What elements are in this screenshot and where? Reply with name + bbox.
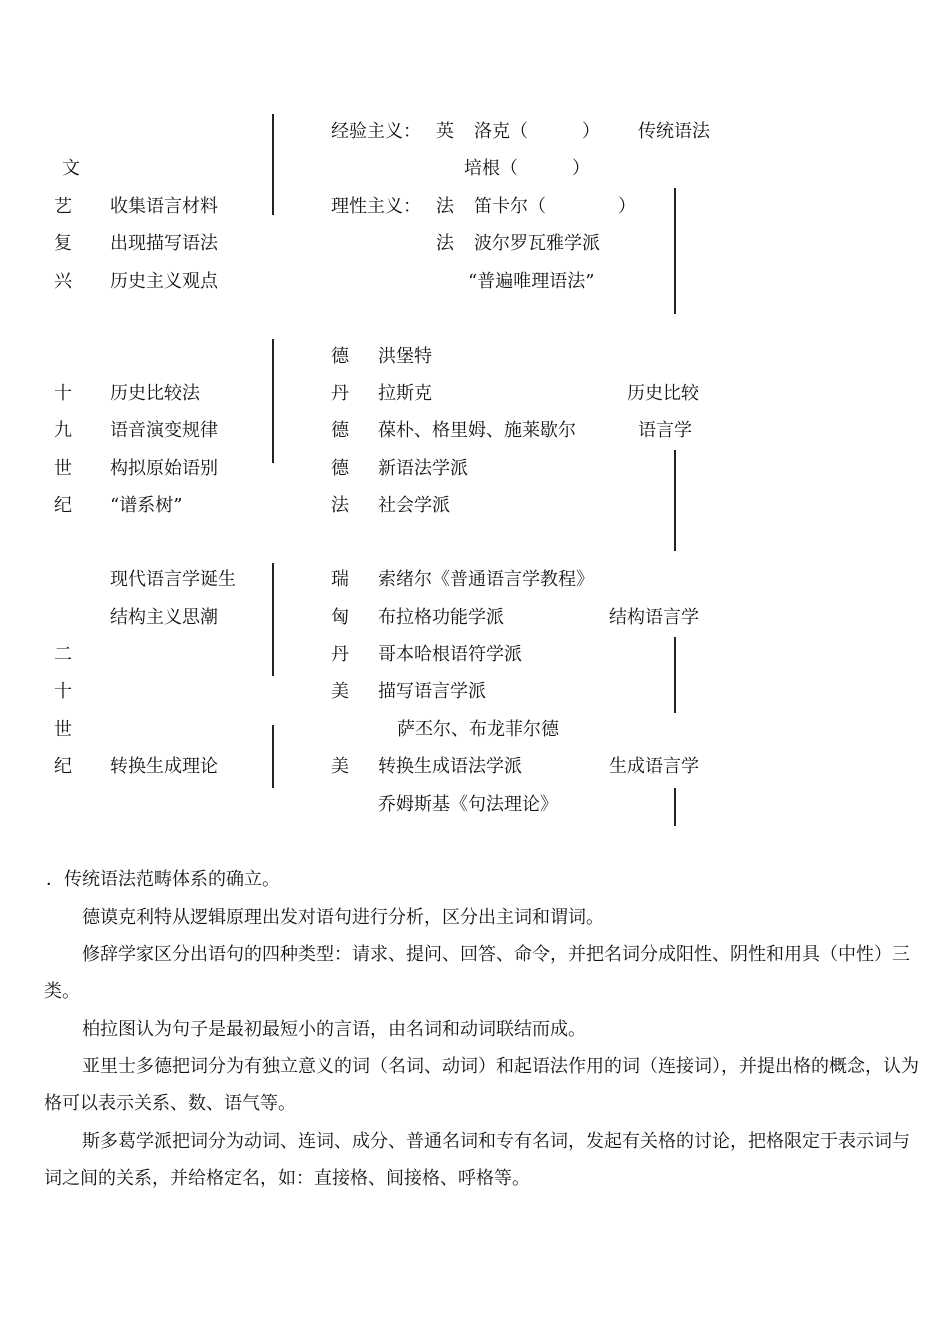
era-char: 世 xyxy=(54,458,72,479)
feature-text: 现代语言学诞生 xyxy=(110,569,236,590)
paragraph xyxy=(44,936,922,1010)
era-char: 兴 xyxy=(54,271,72,292)
era-char: 九 xyxy=(54,420,72,441)
scholar-name: 新语法学派 xyxy=(378,458,468,479)
country-label: 美 xyxy=(331,681,349,702)
paragraph-text: 斯多葛学派把词分为动词、连词、成分、普通名词和专有名词，发起有关格的讨论，把格限定于表示词与词之间的关系，并给格定名，如：直接格、间接格、呼格等。 xyxy=(44,1131,910,1189)
country-label: 瑞 xyxy=(331,569,349,590)
paragraph-text: 德谟克利特从逻辑原理出发对语句进行分析，区分出主词和谓词。 xyxy=(82,907,604,928)
bracket-line xyxy=(674,188,676,314)
bracket-line xyxy=(272,725,274,788)
paragraph-text: 柏拉图认为句子是最初最短小的言语，由名词和动词联结而成。 xyxy=(82,1019,586,1040)
scholar-name: 乔姆斯基《句法理论》 xyxy=(378,794,558,815)
scholar-name: 布拉格功能学派 xyxy=(378,607,504,628)
paragraph xyxy=(44,1011,922,1048)
bracket-line xyxy=(272,563,274,676)
scholar-name: 转换生成语法学派 xyxy=(378,756,522,777)
feature-text: 结构主义思潮 xyxy=(110,607,218,628)
scholar-name: “普遍唯理语法” xyxy=(468,271,595,292)
result-label: 生成语言学 xyxy=(609,756,699,777)
empiricism-label: 经验主义： xyxy=(331,121,421,142)
feature-text: “谱系树” xyxy=(110,495,183,516)
result-label: 历史比较 xyxy=(627,383,699,404)
scholar-name: 洪堡特 xyxy=(378,346,432,367)
scholar-name: 笛卡尔（ ） xyxy=(474,196,636,217)
feature-text: 历史比较法 xyxy=(110,383,200,404)
result-label: 传统语法 xyxy=(638,121,710,142)
country-label: 英 xyxy=(436,121,454,142)
era-char: 十 xyxy=(54,383,72,404)
paragraph xyxy=(44,1048,922,1122)
country-label: 美 xyxy=(331,756,349,777)
era-char: 世 xyxy=(54,719,72,740)
country-label: 德 xyxy=(331,420,349,441)
scholar-name: 拉斯克 xyxy=(378,383,432,404)
country-label: 德 xyxy=(331,458,349,479)
scholar-name: 波尔罗瓦雅学派 xyxy=(474,233,600,254)
bracket-line xyxy=(272,339,274,463)
feature-text: 构拟原始语别 xyxy=(110,458,218,479)
country-label: 匈 xyxy=(331,607,349,628)
scholar-name: 葆朴、格里姆、施莱歇尔 xyxy=(378,420,576,441)
country-label: 法 xyxy=(331,495,349,516)
paragraph xyxy=(44,1123,922,1197)
feature-text: 收集语言材料 xyxy=(110,196,218,217)
country-label: 德 xyxy=(331,346,349,367)
feature-text: 历史主义观点 xyxy=(110,271,218,292)
scholar-name: 索绪尔《普通语言学教程》 xyxy=(378,569,594,590)
result-label: 结构语言学 xyxy=(609,607,699,628)
scholar-name: 培根（ ） xyxy=(464,158,590,179)
country-label: 法 xyxy=(436,196,454,217)
paragraph-text: 修辞学家区分出语句的四种类型：请求、提问、回答、命令，并把名词分成阳性、阴性和用具（中性）三类。 xyxy=(44,944,910,1002)
paragraph-text: 亚里士多德把词分为有独立意义的词（名词、动词）和起语法作用的词（连接词），并提出格的概念，认为格可以表示关系、数、语气等。 xyxy=(44,1056,919,1114)
scholar-name: 洛克（ ） xyxy=(474,121,600,142)
scholar-name: 哥本哈根语符学派 xyxy=(378,644,522,665)
bracket-line xyxy=(674,788,676,826)
era-char: 复 xyxy=(54,233,72,254)
section-heading: ．传统语法范畴体系的确立。 xyxy=(46,869,280,890)
era-char: 文 xyxy=(62,158,80,179)
bracket-line xyxy=(272,114,274,215)
bracket-line xyxy=(674,450,676,551)
paragraph xyxy=(44,899,922,936)
scholar-name: 社会学派 xyxy=(378,495,450,516)
scholar-name: 萨丕尔、布龙菲尔德 xyxy=(397,719,559,740)
era-char: 纪 xyxy=(54,495,72,516)
era-char: 十 xyxy=(54,681,72,702)
country-label: 丹 xyxy=(331,383,349,404)
rationalism-label: 理性主义： xyxy=(331,196,421,217)
era-char: 艺 xyxy=(54,196,72,217)
scholar-name: 描写语言学派 xyxy=(378,681,486,702)
era-char: 二 xyxy=(54,644,72,665)
result-label: 语言学 xyxy=(638,420,692,441)
country-label: 法 xyxy=(436,233,454,254)
feature-text: 转换生成理论 xyxy=(110,756,218,777)
era-char: 纪 xyxy=(54,756,72,777)
country-label: 丹 xyxy=(331,644,349,665)
feature-text: 语音演变规律 xyxy=(110,420,218,441)
feature-text: 出现描写语法 xyxy=(110,233,218,254)
bracket-line xyxy=(674,637,676,713)
